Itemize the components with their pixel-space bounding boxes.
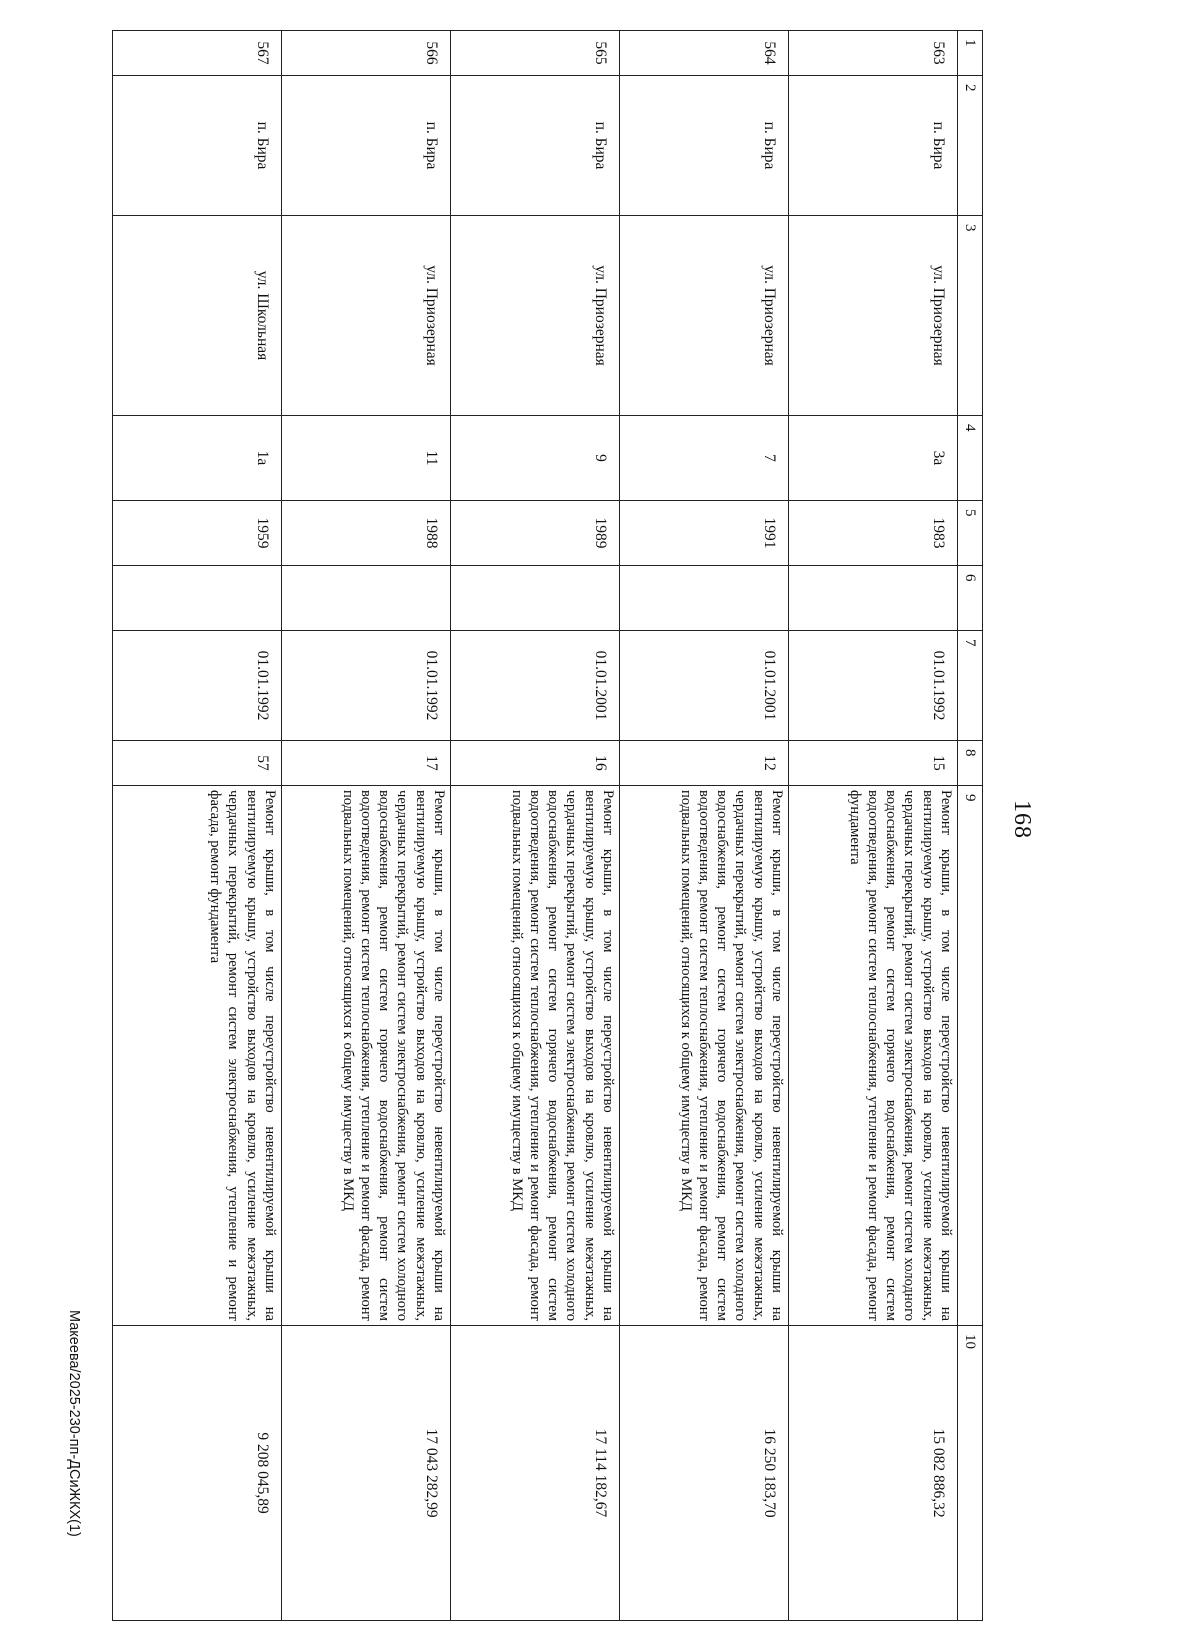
column-6-value <box>620 566 789 631</box>
repair-works: Ремонт крыши, в том числе переустройство невентилируемой крыши на вентилируемую крышу, устройство выходов на кровлю, усиление межэтажных, чердачных перекрытий, ремонт систем электроснабжения, ремонт систем холодного водоснабжения, ремонт систем горячего водоснабжения, ремонт систем водоотведения, ремонт систем теплоснабжения, утепление и ремонт фасада, ремонт фундамента <box>789 786 958 1326</box>
column-header: 7 <box>958 631 983 741</box>
cost: 17 114 182,67 <box>451 1326 620 1621</box>
table-row <box>282 31 451 1621</box>
repair-works: Ремонт крыши, в том числе переустройство невентилируемой крыши на вентилируемую крышу, устройство выходов на кровлю, усиление межэтажных, чердачных перекрытий, ремонт систем электроснабжения, утепление и ремонт фасада, ремонт фундамента <box>113 786 282 1326</box>
cost: 17 043 282,99 <box>282 1326 451 1621</box>
column-6-value <box>789 566 958 631</box>
date: 01.01.2001 <box>451 631 620 741</box>
column-8-value: 57 <box>113 741 282 786</box>
house-number: 1а <box>113 416 282 501</box>
cost: 9 208 045,89 <box>113 1326 282 1621</box>
table-row <box>620 31 789 1621</box>
house-number: 9 <box>451 416 620 501</box>
column-header: 8 <box>958 741 983 786</box>
page-number: 168 <box>1009 800 1035 839</box>
row-number: 564 <box>620 31 789 76</box>
column-header: 2 <box>958 76 983 216</box>
table-body <box>113 31 983 1621</box>
year-built: 1988 <box>282 501 451 566</box>
column-header: 5 <box>958 501 983 566</box>
column-8-value: 15 <box>789 741 958 786</box>
column-header: 9 <box>958 786 983 1326</box>
column-header: 10 <box>958 1326 983 1621</box>
row-number: 563 <box>789 31 958 76</box>
table-row <box>789 31 958 1621</box>
settlement: п. Бира <box>620 76 789 216</box>
column-number-row <box>958 31 983 1621</box>
repair-works: Ремонт крыши, в том числе переустройство невентилируемой крыши на вентилируемую крышу, устройство выходов на кровлю, усиление межэтажных, чердачных перекрытий, ремонт систем электроснабжения, ремонт систем холодного водоснабжения, ремонт систем горячего водоснабжения, ремонт систем водоотведения, ремонт систем теплоснабжения, утепление и ремонт фасада, ремонт подвальных помещений, относящихся к общему имуществу в МКД <box>282 786 451 1326</box>
column-8-value: 16 <box>451 741 620 786</box>
year-built: 1983 <box>789 501 958 566</box>
house-number: 7 <box>620 416 789 501</box>
column-6-value <box>282 566 451 631</box>
street: ул. Школьная <box>113 216 282 416</box>
settlement: п. Бира <box>789 76 958 216</box>
column-8-value: 17 <box>282 741 451 786</box>
settlement: п. Бира <box>451 76 620 216</box>
row-number: 565 <box>451 31 620 76</box>
house-number: 3а <box>789 416 958 501</box>
year-built: 1959 <box>113 501 282 566</box>
date: 01.01.1992 <box>789 631 958 741</box>
date: 01.01.1992 <box>282 631 451 741</box>
street: ул. Приозерная <box>789 216 958 416</box>
document-reference: Макеева/2025-230-пп-ДСиЖКХ(1) <box>66 1310 82 1537</box>
table-row <box>113 31 282 1621</box>
column-header: 4 <box>958 416 983 501</box>
settlement: п. Бира <box>282 76 451 216</box>
street: ул. Приозерная <box>451 216 620 416</box>
column-8-value: 12 <box>620 741 789 786</box>
column-header: 6 <box>958 566 983 631</box>
year-built: 1991 <box>620 501 789 566</box>
house-number: 11 <box>282 416 451 501</box>
year-built: 1989 <box>451 501 620 566</box>
row-number: 566 <box>282 31 451 76</box>
date: 01.01.2001 <box>620 631 789 741</box>
column-header: 1 <box>958 31 983 76</box>
cost: 16 250 183,70 <box>620 1326 789 1621</box>
repair-works: Ремонт крыши, в том числе переустройство невентилируемой крыши на вентилируемую крышу, устройство выходов на кровлю, усиление межэтажных, чердачных перекрытий, ремонт систем электроснабжения, ремонт систем холодного водоснабжения, ремонт систем горячего водоснабжения, ремонт систем водоотведения, ремонт систем теплоснабжения, утепление и ремонт фасада, ремонт подвальных помещений, относящихся к общему имуществу в МКД <box>620 786 789 1326</box>
column-header: 3 <box>958 216 983 416</box>
date: 01.01.1992 <box>113 631 282 741</box>
settlement: п. Бира <box>113 76 282 216</box>
street: ул. Приозерная <box>282 216 451 416</box>
capital-repair-table <box>112 30 983 1621</box>
repair-works: Ремонт крыши, в том числе переустройство невентилируемой крыши на вентилируемую крышу, устройство выходов на кровлю, усиление межэтажных, чердачных перекрытий, ремонт систем электроснабжения, ремонт систем холодного водоснабжения, ремонт систем горячего водоснабжения, ремонт систем водоотведения, ремонт систем теплоснабжения, утепление и ремонт фасада, ремонт подвальных помещений, относящихся к общему имуществу в МКД <box>451 786 620 1326</box>
street: ул. Приозерная <box>620 216 789 416</box>
column-6-value <box>451 566 620 631</box>
column-6-value <box>113 566 282 631</box>
cost: 15 082 886,32 <box>789 1326 958 1621</box>
table-row <box>451 31 620 1621</box>
row-number: 567 <box>113 31 282 76</box>
